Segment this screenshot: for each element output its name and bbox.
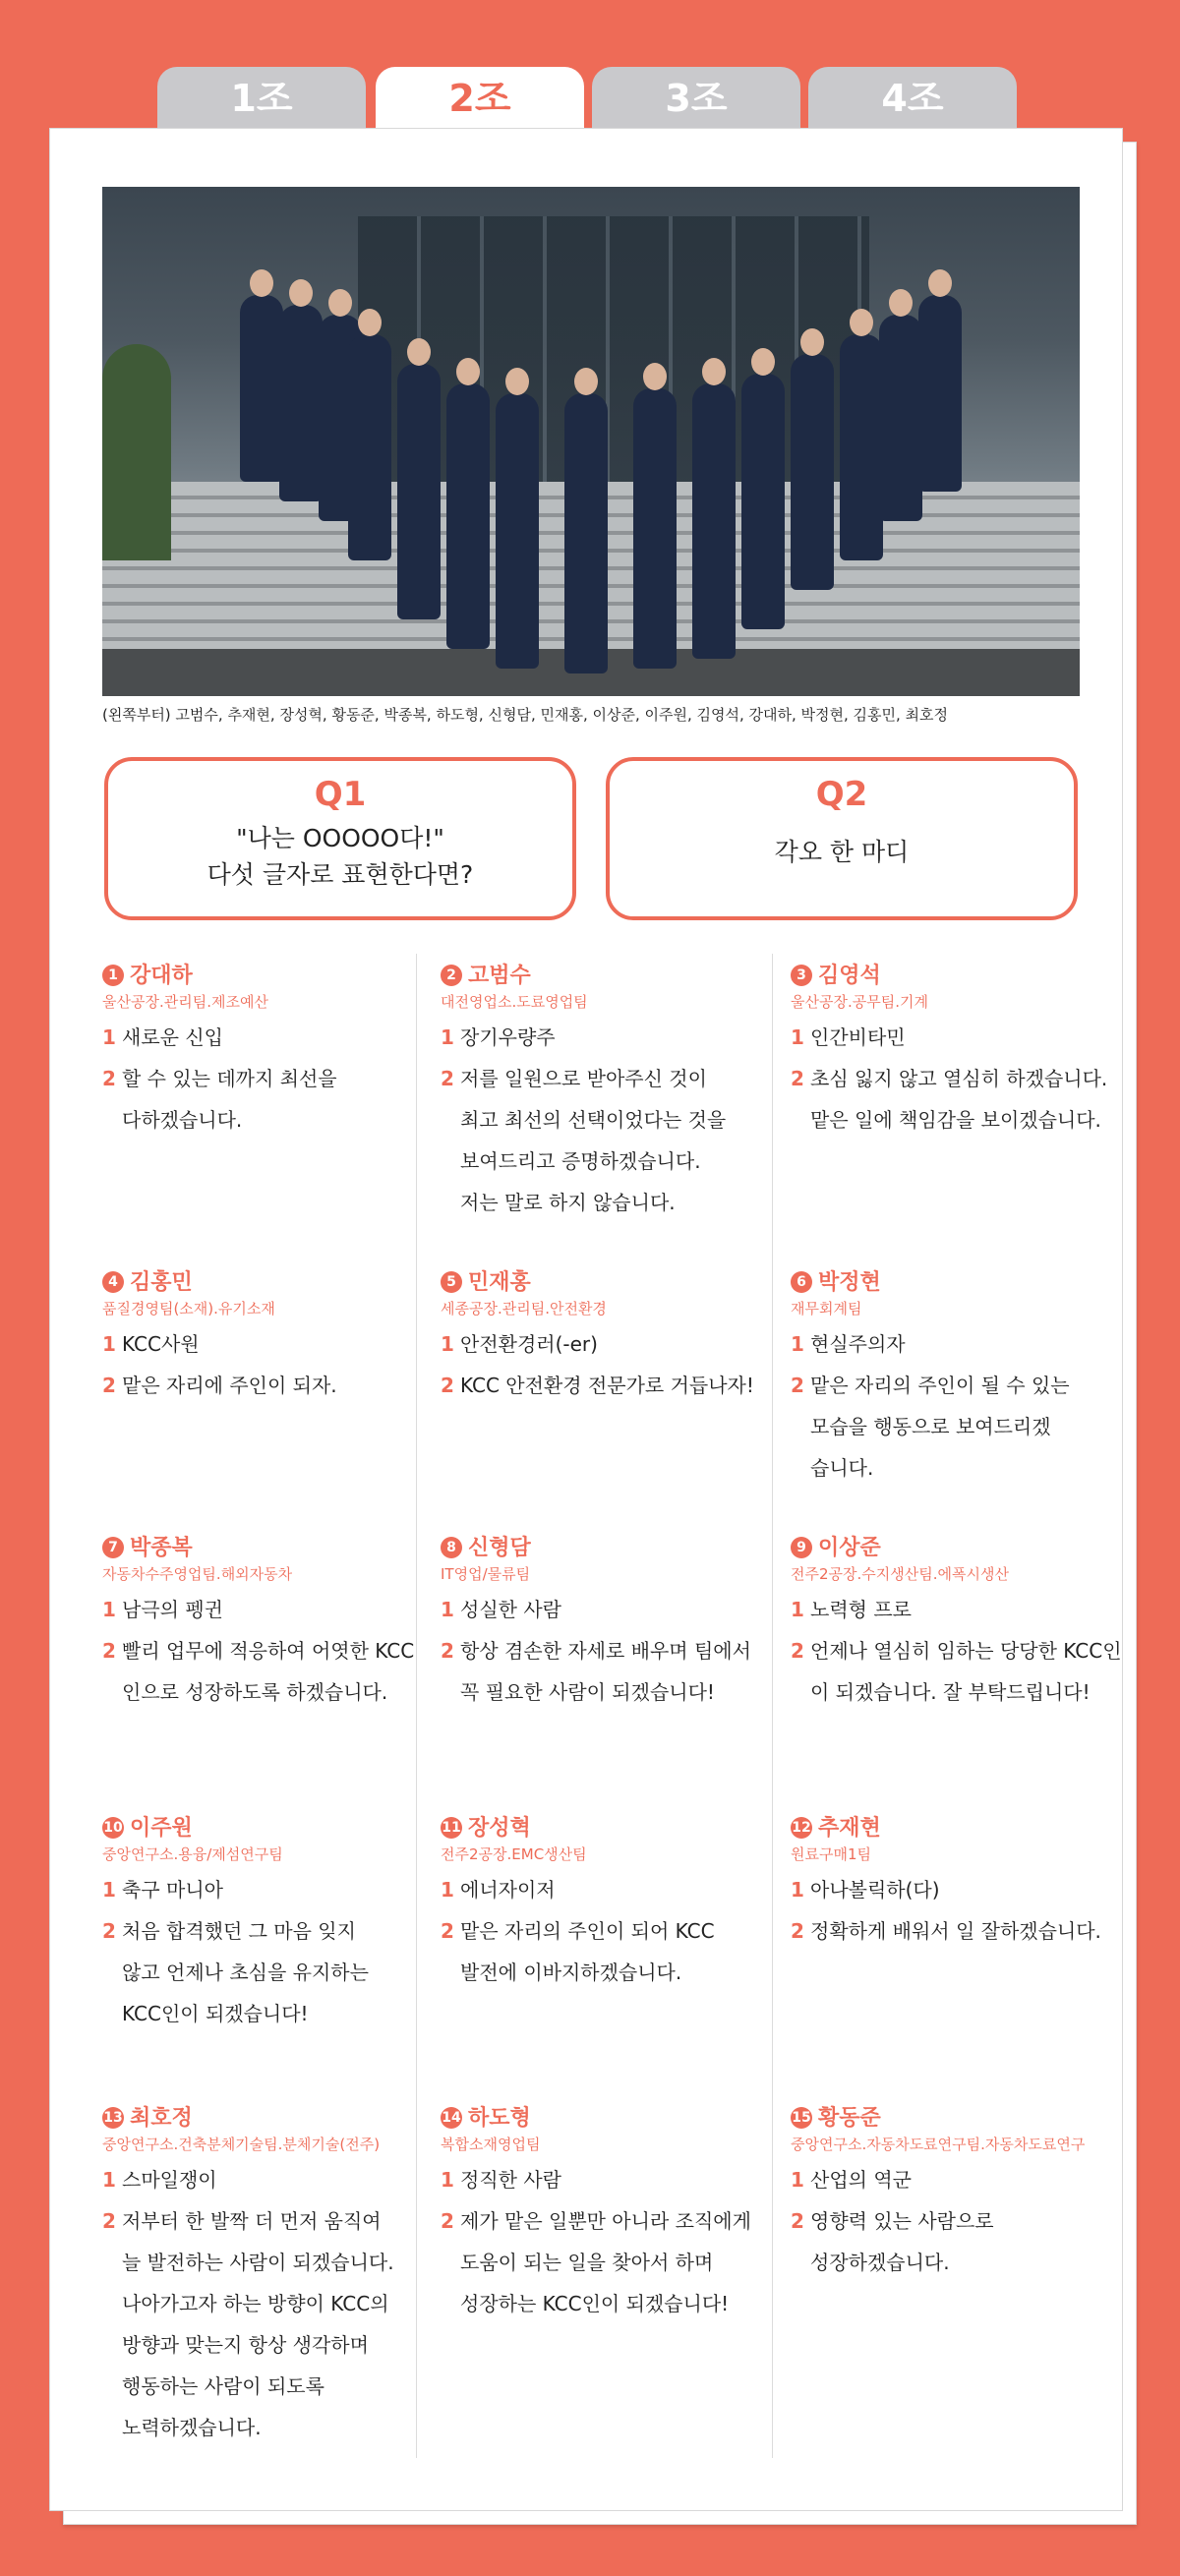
answer-1-text: 현실주의자 (810, 1332, 906, 1356)
answer-1-text: 남극의 펭귄 (122, 1598, 223, 1621)
tab-team-2[interactable]: 2조 (376, 67, 584, 130)
answer-2 (441, 1365, 765, 1406)
person-answers (791, 1017, 1125, 1141)
answer-2-text: 빨리 업무에 적응하여 어엿한 KCC 인으로 성장하도록 하겠습니다. (122, 1639, 415, 1704)
answer-1-number: 1 (441, 1878, 454, 1902)
person-number-badge: 11 (441, 1817, 462, 1839)
photo-tree (102, 344, 171, 560)
answer-1-text: 성실한 사람 (460, 1598, 561, 1621)
question-2-label: Q2 (815, 775, 868, 814)
answer-2-text: 맡은 자리에 주인이 되자. (122, 1374, 337, 1397)
answer-1-number: 1 (441, 1332, 454, 1356)
tab-team-4[interactable]: 4조 (808, 67, 1017, 130)
answer-1-text: 아나볼릭하(다) (810, 1878, 940, 1902)
person-number-badge: 15 (791, 2107, 812, 2129)
person-number-badge: 8 (441, 1537, 462, 1558)
answer-1 (102, 1589, 427, 1630)
question-1-label: Q1 (314, 775, 367, 814)
answer-1-text: 인간비타민 (810, 1025, 906, 1049)
answer-2-text: 맡은 자리의 주인이 되어 KCC 발전에 이바지하겠습니다. (460, 1919, 715, 1984)
answer-2-number: 2 (102, 1067, 116, 1090)
person-entry (102, 1814, 427, 2034)
answer-2 (441, 1910, 765, 1993)
question-1-box (104, 757, 576, 920)
answer-1 (102, 1869, 427, 1910)
question-2-box (606, 757, 1078, 920)
person-name-text: 이상준 (818, 1536, 881, 1560)
answer-2 (441, 2200, 765, 2324)
person-name-text: 박종복 (130, 1536, 193, 1560)
person-name (102, 962, 427, 991)
person-entry (441, 1814, 765, 1993)
person-department: 울산공장.공무팀.기계 (791, 993, 928, 1011)
person-name-text: 박정현 (818, 1270, 881, 1295)
person-entry (441, 2104, 765, 2324)
person-number-badge: 14 (441, 2107, 462, 2129)
answer-1-number: 1 (441, 1598, 454, 1621)
person-entry (102, 1268, 427, 1406)
person-department: 전주2공장.수지생산팀.에폭시생산 (791, 1565, 1009, 1583)
answer-2 (441, 1058, 765, 1223)
answer-1 (791, 1323, 1125, 1365)
answer-1 (791, 2159, 1125, 2200)
person-answers (791, 2159, 1125, 2283)
person-answers (102, 1589, 427, 1713)
person-entry (791, 962, 1125, 1141)
person-name (441, 1268, 765, 1298)
person-answers (102, 1017, 427, 1141)
person-name-text: 김홍민 (130, 1270, 193, 1295)
person-number-badge: 3 (791, 965, 812, 986)
answer-2-number: 2 (441, 1067, 454, 1090)
person-name-text: 강대하 (130, 964, 193, 988)
answer-2-number: 2 (791, 1639, 804, 1663)
person-department: 원료구매1팀 (791, 1845, 871, 1863)
answer-1-number: 1 (102, 2168, 116, 2192)
person-name-text: 신형담 (468, 1536, 531, 1560)
person-number-badge: 6 (791, 1271, 812, 1293)
answer-2-number: 2 (791, 2209, 804, 2233)
person-name (102, 2104, 427, 2134)
person-number-badge: 10 (102, 1817, 124, 1839)
person-number-badge: 13 (102, 2107, 124, 2129)
person-name (791, 962, 1125, 991)
answer-2 (102, 1058, 427, 1141)
answer-2-text: 언제나 열심히 임하는 당당한 KCC인 이 되겠습니다. 잘 부탁드립니다! (810, 1639, 1122, 1704)
answer-1-text: 장기우량주 (460, 1025, 556, 1049)
person-name (791, 1814, 1125, 1844)
person-name-text: 김영석 (818, 964, 881, 988)
answer-2-number: 2 (102, 1374, 116, 1397)
answer-1-text: 노력형 프로 (810, 1598, 912, 1621)
answer-1-number: 1 (102, 1025, 116, 1049)
answer-1 (102, 1017, 427, 1058)
answer-2 (102, 1365, 427, 1406)
answer-2-number: 2 (102, 1639, 116, 1663)
person-entry (102, 2104, 427, 2448)
answer-2 (791, 1910, 1125, 1952)
person-name-text: 이주원 (130, 1816, 193, 1841)
question-1-text: "나는 OOOOO다!" 다섯 글자로 표현한다면? (206, 824, 474, 889)
person-department: 품질경영팀(소재).유기소재 (102, 1300, 275, 1317)
answer-2-text: KCC 안전환경 전문가로 거듭나자! (460, 1374, 754, 1397)
person-name-text: 황동준 (818, 2106, 881, 2131)
person-answers (102, 2159, 427, 2448)
answer-2-number: 2 (102, 2209, 116, 2233)
person-answers (791, 1323, 1125, 1489)
person-entry (791, 2104, 1125, 2283)
person-number-badge: 1 (102, 965, 124, 986)
answer-2-text: 저부터 한 발짝 더 먼저 움직여 늘 발전하는 사람이 되겠습니다. 나아가고자 하는 방향이 KCC의 방향과 맞는지 항상 생각하며 행동하는 사람이 되도록 노력하겠습니다. (122, 2209, 394, 2439)
photo-caption: (왼쪽부터) 고범수, 추재현, 장성혁, 황동준, 박종복, 하도형, 신형담, 민재홍, 이상준, 이주원, 김영석, 강대하, 박정현, 김홍민, 최호정 (102, 706, 948, 724)
answer-1 (441, 1017, 765, 1058)
answer-1 (791, 1017, 1125, 1058)
answer-1-text: 정직한 사람 (460, 2168, 561, 2192)
answer-2 (791, 1365, 1125, 1489)
person-entry (791, 1814, 1125, 1952)
person-number-badge: 2 (441, 965, 462, 986)
person-number-badge: 7 (102, 1537, 124, 1558)
answer-1-text: 새로운 신입 (122, 1025, 223, 1049)
person-name (441, 2104, 765, 2134)
answer-2-text: 정확하게 배워서 일 잘하겠습니다. (810, 1919, 1101, 1943)
person-number-badge: 9 (791, 1537, 812, 1558)
answer-2-number: 2 (441, 2209, 454, 2233)
answer-2 (791, 1058, 1125, 1141)
person-entry (441, 1534, 765, 1713)
person-name (441, 1534, 765, 1563)
person-name (102, 1534, 427, 1563)
person-department: 중앙연구소.자동차도료연구팀.자동차도료연구 (791, 2136, 1086, 2153)
answer-2-number: 2 (441, 1374, 454, 1397)
person-department: IT영업/물류팀 (441, 1565, 531, 1583)
answer-2 (102, 1910, 427, 2034)
answer-1 (791, 1589, 1125, 1630)
answer-2-number: 2 (791, 1067, 804, 1090)
person-name (441, 962, 765, 991)
person-department: 복합소재영업팀 (441, 2136, 541, 2153)
person-name (791, 1268, 1125, 1298)
person-entry (102, 962, 427, 1141)
answer-1-text: 축구 마니아 (122, 1878, 223, 1902)
answer-1-number: 1 (791, 2168, 804, 2192)
person-number-badge: 12 (791, 1817, 812, 1839)
person-entry (441, 962, 765, 1223)
answer-2-text: 처음 합격했던 그 마음 잊지 않고 언제나 초심을 유지하는 KCC인이 되겠습니다! (122, 1919, 369, 2025)
answer-2-text: 할 수 있는 데까지 최선을 다하겠습니다. (122, 1067, 337, 1132)
answer-1-number: 1 (791, 1878, 804, 1902)
person-name-text: 고범수 (468, 964, 531, 988)
answer-2-number: 2 (441, 1639, 454, 1663)
person-answers (441, 1869, 765, 1993)
answer-1-number: 1 (441, 2168, 454, 2192)
person-answers (441, 1017, 765, 1223)
answer-2 (441, 1630, 765, 1713)
answer-1-number: 1 (102, 1332, 116, 1356)
person-department: 세종공장.관리팀.안전환경 (441, 1300, 607, 1317)
answer-2-number: 2 (791, 1374, 804, 1397)
person-department: 중앙연구소.용융/제섬연구팀 (102, 1845, 283, 1863)
person-name (102, 1268, 427, 1298)
answer-2 (102, 2200, 427, 2448)
person-answers (102, 1323, 427, 1406)
answer-1-number: 1 (102, 1598, 116, 1621)
answer-2 (102, 1630, 427, 1713)
person-department: 전주2공장.EMC생산팀 (441, 1845, 587, 1863)
team-tabs (157, 67, 1023, 130)
person-answers (441, 2159, 765, 2324)
person-department: 중앙연구소.건축분체기술팀.분체기술(전주) (102, 2136, 381, 2153)
person-name (791, 1534, 1125, 1563)
tab-team-3[interactable]: 3조 (592, 67, 800, 130)
answer-1-text: KCC사원 (122, 1332, 200, 1356)
person-entry (791, 1534, 1125, 1713)
answer-1-text: 안전환경러(-er) (460, 1332, 598, 1356)
person-name-text: 하도형 (468, 2106, 531, 2131)
answer-1-number: 1 (102, 1878, 116, 1902)
person-answers (102, 1869, 427, 2034)
answer-2-text: 영향력 있는 사람으로 성장하겠습니다. (810, 2209, 994, 2274)
answer-1-number: 1 (791, 1598, 804, 1621)
answer-1-text: 산업의 역군 (810, 2168, 912, 2192)
answer-1 (791, 1869, 1125, 1910)
column-divider (772, 954, 773, 2458)
person-name (441, 1814, 765, 1844)
person-name (102, 1814, 427, 1844)
answer-2-number: 2 (102, 1919, 116, 1943)
answer-1 (102, 1323, 427, 1365)
answer-1 (441, 1589, 765, 1630)
answer-2-text: 초심 잃지 않고 열심히 하겠습니다. 맡은 일에 책임감을 보이겠습니다. (810, 1067, 1108, 1132)
answer-2 (791, 2200, 1125, 2283)
person-answers (441, 1323, 765, 1406)
answer-1-number: 1 (791, 1025, 804, 1049)
answer-2 (791, 1630, 1125, 1713)
answer-2-text: 제가 맡은 일뿐만 아니라 조직에게 도움이 되는 일을 찾아서 하며 성장하는 KCC인이 되겠습니다! (460, 2209, 751, 2315)
photo-people (240, 275, 948, 669)
answer-1-number: 1 (791, 1332, 804, 1356)
person-answers (441, 1589, 765, 1713)
person-number-badge: 5 (441, 1271, 462, 1293)
answer-1 (102, 2159, 427, 2200)
person-department: 울산공장.관리팀.제조예산 (102, 993, 268, 1011)
answer-2-number: 2 (441, 1919, 454, 1943)
person-entry (441, 1268, 765, 1406)
person-name-text: 추재현 (818, 1816, 881, 1841)
person-department: 자동차수주영업팀.해외자동차 (102, 1565, 293, 1583)
answer-2-text: 저를 일원으로 받아주신 것이 최고 최선의 선택이었다는 것을 보여드리고 증명하겠습니다. 저는 말로 하지 않습니다. (460, 1067, 727, 1214)
question-2-text: 각오 한 마디 (774, 838, 910, 866)
answer-2-text: 항상 겸손한 자세로 배우며 팀에서 꼭 필요한 사람이 되겠습니다! (460, 1639, 751, 1704)
person-entry (791, 1268, 1125, 1489)
person-name-text: 장성혁 (468, 1816, 531, 1841)
tab-team-1[interactable]: 1조 (157, 67, 366, 130)
answer-1-number: 1 (441, 1025, 454, 1049)
person-department: 대전영업소.도료영업팀 (441, 993, 588, 1011)
answer-1-text: 에너자이저 (460, 1878, 556, 1902)
answer-1 (441, 2159, 765, 2200)
team-group-photo (102, 187, 1080, 696)
answer-1-text: 스마일쟁이 (122, 2168, 217, 2192)
answer-2-text: 맡은 자리의 주인이 될 수 있는 모습을 행동으로 보여드리겠 습니다. (810, 1374, 1070, 1480)
person-name-text: 민재홍 (468, 1270, 531, 1295)
answer-2-number: 2 (791, 1919, 804, 1943)
person-name-text: 최호정 (130, 2106, 193, 2131)
answer-1 (441, 1869, 765, 1910)
person-name (791, 2104, 1125, 2134)
person-department: 재무회계팀 (791, 1300, 862, 1317)
answer-1 (441, 1323, 765, 1365)
person-number-badge: 4 (102, 1271, 124, 1293)
person-entry (102, 1534, 427, 1713)
person-answers (791, 1589, 1125, 1713)
person-answers (791, 1869, 1125, 1952)
